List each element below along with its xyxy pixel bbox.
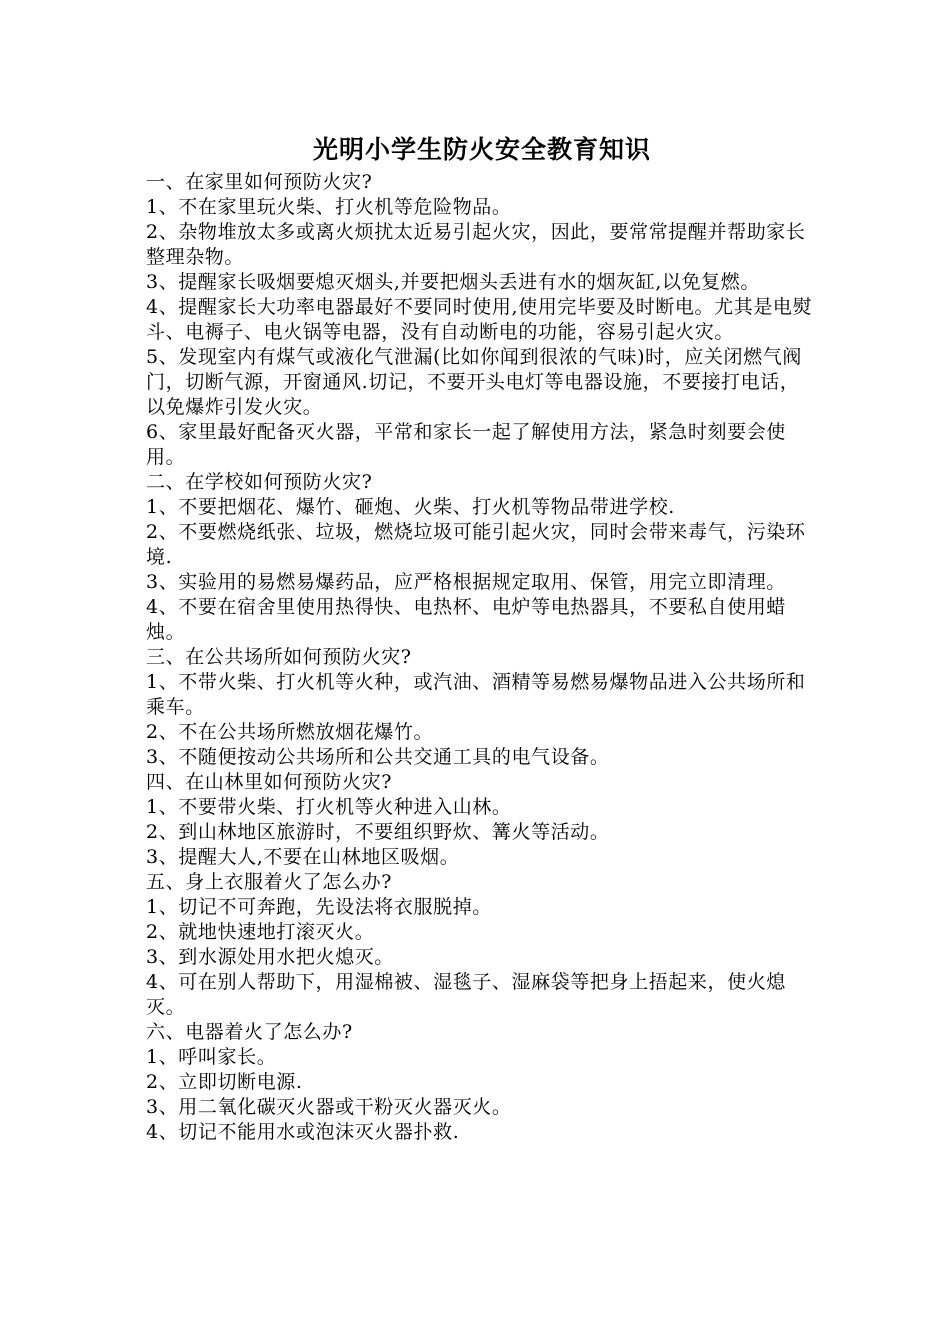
list-item: 3、实验用的易燃易爆药品，应严格根据规定取用、保管，用完立即清理。 (146, 571, 786, 593)
list-item: 3、到水源处用水把火熄灭。 (146, 946, 394, 968)
section-public-places (146, 645, 818, 770)
section-school (146, 470, 818, 645)
list-item: 1、不要把烟花、爆竹、砸炮、火柴、打火机等物品带进学校. (146, 496, 675, 518)
list-item: 3、用二氧化碳灭火器或干粉灭火器灭火。 (146, 1096, 512, 1118)
list-item: 2、立即切断电源. (146, 1071, 303, 1093)
list-item: 4、可在别人帮助下，用湿棉被、湿毯子、湿麻袋等把身上捂起来，使火熄灭。 (146, 971, 786, 1018)
list-item: 1、呼叫家长。 (146, 1046, 277, 1068)
list-item: 1、不带火柴、打火机等火种，或汽油、酒精等易燃易爆物品进入公共场所和乘车。 (146, 671, 806, 718)
section-heading: 三、在公共场所如何预防火灾? (146, 646, 412, 668)
list-item: 2、不在公共场所燃放烟花爆竹。 (146, 721, 434, 743)
list-item: 2、就地快速地打滚灭火。 (146, 921, 375, 943)
section-home (146, 170, 818, 470)
section-heading: 二、在学校如何预防火灾? (146, 471, 373, 493)
list-item: 2、不要燃烧纸张、垃圾，燃烧垃圾可能引起火灾，同时会带来毒气，污染环境. (146, 521, 806, 568)
list-item: 4、切记不能用水或泡沫灭火器扑救. (146, 1121, 460, 1143)
section-heading: 四、在山林里如何预防火灾? (146, 771, 392, 793)
section-heading: 五、身上衣服着火了怎么办? (146, 871, 392, 893)
list-item: 5、发现室内有煤气或液化气泄漏(比如你闻到很浓的气味)时，应关闭燃气阀门，切断气源，开窗通风.切记，不要开头电灯等电器设施，不要接打电话，以免爆炸引发火灾。 (146, 346, 802, 418)
list-item: 6、家里最好配备灭火器，平常和家长一起了解使用方法，紧急时刻要会使用。 (146, 421, 786, 468)
list-item: 1、不在家里玩火柴、打火机等危险物品。 (146, 196, 512, 218)
list-item: 1、切记不可奔跑，先设法将衣服脱掉。 (146, 896, 492, 918)
list-item: 3、提醒家长吸烟要熄灭烟头,并要把烟头丢进有水的烟灰缸,以免复燃。 (146, 271, 760, 293)
list-item: 2、杂物堆放太多或离火烦扰太近易引起火灾，因此，要常常提醒并帮助家长整理杂物。 (146, 221, 806, 268)
list-item: 3、提醒大人,不要在山林地区吸烟。 (146, 846, 460, 868)
list-item: 1、不要带火柴、打火机等火种进入山林。 (146, 796, 512, 818)
list-item: 4、不要在宿舍里使用热得快、电热杯、电炉等电热器具，不要私自使用蜡烛。 (146, 596, 786, 643)
section-clothes-on-fire (146, 870, 818, 1020)
document-page (146, 132, 818, 1145)
list-item: 4、提醒家长大功率电器最好不要同时使用,使用完毕要及时断电。尤其是电熨斗、电褥子、电火锅等电器，没有自动断电的功能，容易引起火灾。 (146, 296, 813, 343)
section-heading: 六、电器着火了怎么办? (146, 1021, 353, 1043)
list-item: 3、不随便按动公共场所和公共交通工具的电气设备。 (146, 746, 610, 768)
section-electrical-fire (146, 1020, 818, 1145)
section-heading: 一、在家里如何预防火灾? (146, 171, 373, 193)
list-item: 2、到山林地区旅游时，不要组织野炊、篝火等活动。 (146, 821, 610, 843)
document-title: 光明小学生防火安全教育知识 (312, 135, 651, 164)
section-forest (146, 770, 818, 870)
